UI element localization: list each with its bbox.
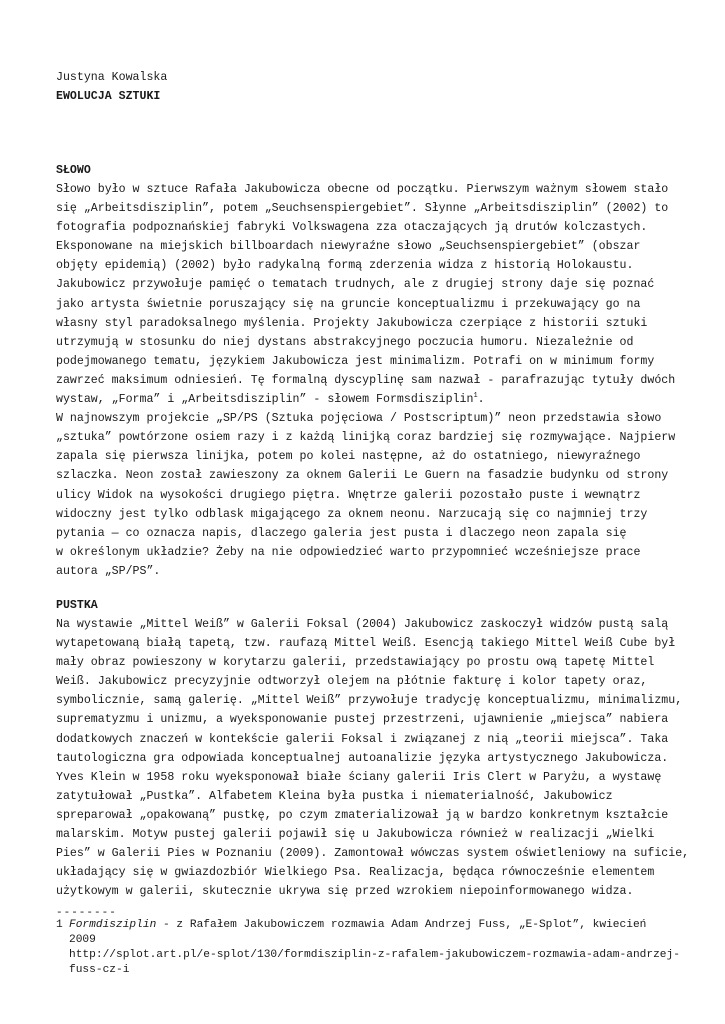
text-line: suprematyzmu i unizmu, a wyeksponowanie pustej przestrzeni, ujawnienie „miejsca” nabiera (56, 713, 669, 727)
text-line: Yves Klein w 1958 roku wyeksponował białe ściany galerii Iris Clert w Paryżu, a wystawę (56, 770, 662, 784)
text-line: jako artysta świetnie poruszający się na gruncie konceptualizmu i przekuwający go na (56, 297, 641, 311)
text-line: spreparował „opakowaną” pustkę, po czym zmaterializował ją w bardzo konkretnym kształcie (56, 808, 669, 822)
footnote-title: Formdisziplin (69, 919, 157, 931)
footnote-url-continuation[interactable]: fuss-cz-i (69, 964, 130, 976)
footnote-body (69, 918, 686, 978)
text-line: pytania — co oznacza napis, dlaczego galeria jest pusta i dlaczego neon zapala się (56, 526, 627, 540)
footnote-url[interactable]: http://splot.art.pl/e-splot/130/formdisziplin-z-rafalem-jakubowiczem-rozmawia-adam-andrzej- (69, 949, 680, 961)
section-pustka (56, 596, 696, 901)
section-body (56, 615, 696, 901)
text-line: objęty epidemią) (2002) było radykalną formą zderzenia widza z historią Holokaustu. (56, 259, 634, 273)
text-line: podejmowanego tematu, językiem Jakubowicza jest minimalizm. Potrafi on w minimum formy (56, 354, 655, 368)
document-title: EWOLUCJA SZTUKI (56, 90, 161, 103)
section-heading: PUSTKA (56, 599, 98, 612)
text-line: zapala się pierwsza linijka, potem po kolei następne, aż do ostatniego, niewyraźnego (56, 450, 641, 464)
text-line: dodatkowych znaczeń w kontekście galerii Foksal i związanej z nią „teorii miejsca”. Taka (56, 732, 669, 746)
text-line: „sztuka” powtórzone osiem razy i z każdą linijką coraz bardziej się rozmywające. Najpierw (56, 431, 676, 445)
text-line: autora „SP/PS”. (56, 564, 161, 578)
text-line: się „Arbeitsdisziplin”, potem „Seuchsenspiergebiet”. Słynne „Arbeitsdisziplin” (2002) to (56, 202, 669, 216)
section-body (56, 180, 696, 581)
footnote-citation-text: - z Rafałem Jakubowiczem rozmawia Adam Andrzej Fuss, „E-Splot”, kwiecień (156, 919, 647, 931)
text-line: Na wystawie „Mittel Weiß” w Galerii Foksal (2004) Jakubowicz zaskoczył widzów pustą salą (56, 618, 669, 631)
footnote-year: 2009 (69, 934, 96, 946)
text-line: utrzymują w stosunku do niej dystans abstrakcyjnego poczucia humoru. Niezależnie od (56, 335, 634, 349)
footnote-separator: -------- (56, 907, 117, 919)
text-line: Słowo było w sztuce Rafała Jakubowicza obecne od początku. Pierwszym ważnym słowem stało (56, 183, 669, 196)
text-line: mały obraz powieszony w korytarzu galerii, przedstawiający po prostu ową tapetę Mittel (56, 656, 655, 670)
text-line: użytkowym w galerii, skutecznie ukrywa się przed wzrokiem niepoinformowanego widza. (56, 885, 634, 899)
footnote (56, 918, 686, 978)
text-line: malarskim. Motyw pustej galerii pojawił się u Jakubowicza również w realizacji „Wielki (56, 828, 655, 842)
footnote-reference[interactable]: 1 (473, 392, 478, 401)
text-line: symbolicznie, samą galerię. „Mittel Weiß” przywołuje tradycję konceptualizmu, minimalizmu, (56, 694, 683, 708)
section-slowo (56, 161, 696, 581)
text-line: zawrzeć maksimum odniesień. Tę formalną dyscyplinę sam nazwał - parafrazując tytuły dwóch (56, 373, 676, 387)
text-line: wytapetowaną białą tapetą, tzw. raufazą Mittel Weiß. Esencją takiego Mittel Weiß Cube był (56, 637, 676, 651)
footnote-number: 1 (56, 919, 63, 931)
text-line: widoczny jest tylko odblask migającego za oknem neonu. Narzucają się co najmniej trzy (56, 507, 648, 521)
text-line-with-footnote (56, 390, 696, 409)
text-line: własny styl paradoksalnego myślenia. Projekty Jakubowicza czerpiące z historii sztuki (56, 316, 648, 330)
section-heading: SŁOWO (56, 164, 91, 177)
text-line: szlaczka. Neon został zawieszony za oknem Galerii Le Guern na fasadzie budynku od strony (56, 469, 669, 483)
text-line: Jakubowicz przywołuje pamięć o tematach trudnych, ale z drugiej strony daje się poznać (56, 278, 655, 292)
footnote-citation-line (69, 918, 686, 933)
text-line: fotografia podpoznańskiej fabryki Volkswagena zza otaczających ją drutów kolczastych. (56, 221, 648, 235)
text-line: tautologiczna gra odpowiada konceptualnej autoanalizie języka artystycznego Jakubowicza. (56, 751, 669, 765)
text-line: Pies” w Galerii Pies w Poznaniu (2009). Zamontował wówczas system oświetleniowy na suficie, (56, 847, 690, 861)
text-line: zatytułował „Pustka”. Alfabetem Kleina była pustka i niematerialność, Jakubowicz (56, 789, 613, 803)
text-line: W najnowszym projekcie „SP/PS (Sztuka pojęciowa / Postscriptum)” neon przedstawia słowo (56, 412, 662, 426)
text-line: wystaw, „Forma” i „Arbeitsdisziplin” - słowem Formsdisziplin (56, 393, 474, 407)
text-line: w określonym układzie? Żeby na nie odpowiedzieć warto przypomnieć wcześniejsze prace (56, 545, 641, 559)
author-name: Justyna Kowalska (56, 71, 168, 84)
text-line: układający się w gwiazdozbiór Wielkiego Psa. Realizacja, będąca równocześnie elementem (56, 866, 655, 880)
text-line: Weiß. Jakubowicz precyzyjnie odtworzył olejem na płótnie fakturę i kolor tapety oraz, (56, 675, 648, 689)
footnote-ref-suffix: . (477, 393, 485, 407)
text-line: Eksponowane na miejskich billboardach niewyraźne słowo „Seuchsenspiergebiet” (obszar (56, 240, 641, 254)
text-line: ulicy Widok na wysokości drugiego piętra. Wnętrze galerii pozostało puste i wewnątrz (56, 488, 641, 502)
